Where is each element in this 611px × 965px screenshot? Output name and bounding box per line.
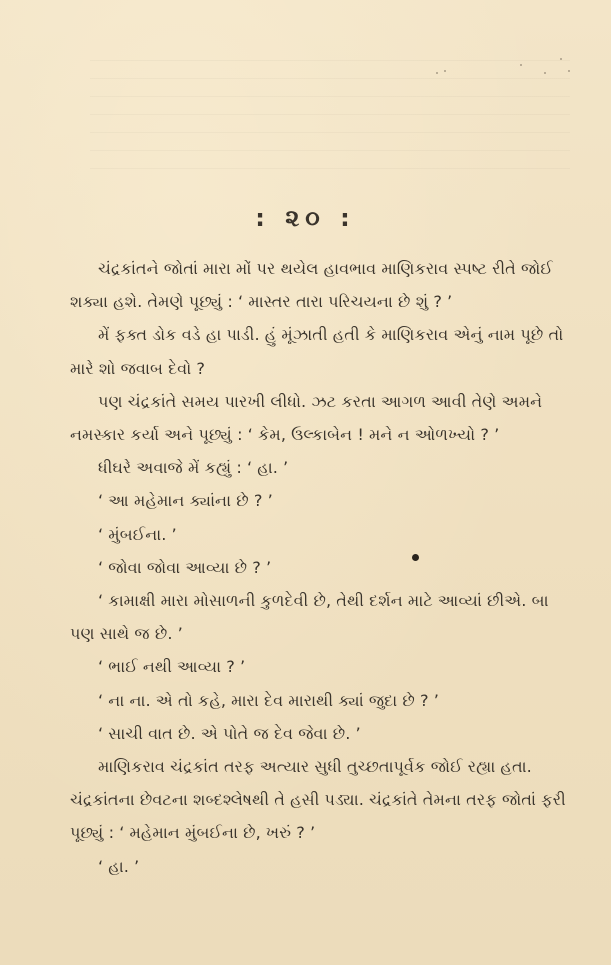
paragraph: ધીઘરે અવાજે મેં કહ્યું : ‘ હા. ’ xyxy=(98,458,289,478)
paragraph: મેં ફક્ત ડોક વડે હા પાડી. હું મૂંઝાતી હતી કે માણિકરાવ એનું નામ પૂછે તો મારે શો જવાબ દેવો ? xyxy=(70,325,564,378)
paper-speck xyxy=(520,64,522,66)
paragraph: ‘ ભાઈ નથી આવ્યા ? ’ xyxy=(98,657,246,677)
paragraph: ‘ હા. ’ xyxy=(98,856,140,876)
paper-speck xyxy=(568,70,570,72)
paragraph: ‘ સાચી વાત છે. એ પોતે જ દેવ જેવા છે. ’ xyxy=(98,723,361,743)
show-through-text xyxy=(90,60,570,180)
paragraph: ‘ કામાક્ષી મારા મોસાળની કુળદેવી છે, તેથી દર્શન માટે આવ્યાં છીએ. બા પણ સાથે જ છે. ’ xyxy=(70,591,549,644)
paper-speck xyxy=(560,58,562,60)
ink-dot xyxy=(412,554,419,561)
chapter-body xyxy=(70,252,570,883)
paragraph: ‘ મુંબઈના. ’ xyxy=(98,524,177,544)
chapter-heading: : ૨૦ : xyxy=(255,204,356,232)
paper-speck xyxy=(544,72,546,74)
paragraph: ‘ આ મહેમાન ક્યાંના છે ? ’ xyxy=(98,491,273,511)
paragraph: ‘ ના ના. એ તો કહે, મારા દેવ મારાથી ક્યાં જુદા છે ? ’ xyxy=(98,690,439,710)
paragraph: પણ ચંદ્રકાંતે સમય પારખી લીધો. ઝટ કરતા આગળ આવી તેણે અમને નમસ્કાર કર્યા અને પૂછ્યું : ‘ કેમ, ઉલ્કાબેન ! મને ન ઓળખ્યો ? ’ xyxy=(70,391,543,445)
paragraph: ‘ જોવા જોવા આવ્યા છે ? ’ xyxy=(98,557,272,577)
paper-speck xyxy=(444,70,446,72)
paragraph: ચંદ્રકાંતને જોતાં મારા મોં પર થયેલ હાવભાવ માણિકરાવ સ્પષ્ટ રીતે જોઈ શક્યા હશે. તેમણે પૂછ્યું : ‘ માસ્તર તારા પરિચયના છે શું ? ’ xyxy=(70,259,553,312)
paragraph: માણિકરાવ ચંદ્રકાંત તરફ અત્યાર સુધી તુચ્છતાપૂર્વક જોઈ રહ્યા હતા. ચંદ્રકાંતના છેવટના શબ્દશ્લેષથી તે હસી પડ્યા. ચંદ્રકાંતે તેમના તરફ જોતાં ફરી પૂછ્યું : ‘ મહેમાન મુંબઈના છે, ખરું ? ’ xyxy=(70,757,566,843)
paper-speck xyxy=(436,72,438,74)
